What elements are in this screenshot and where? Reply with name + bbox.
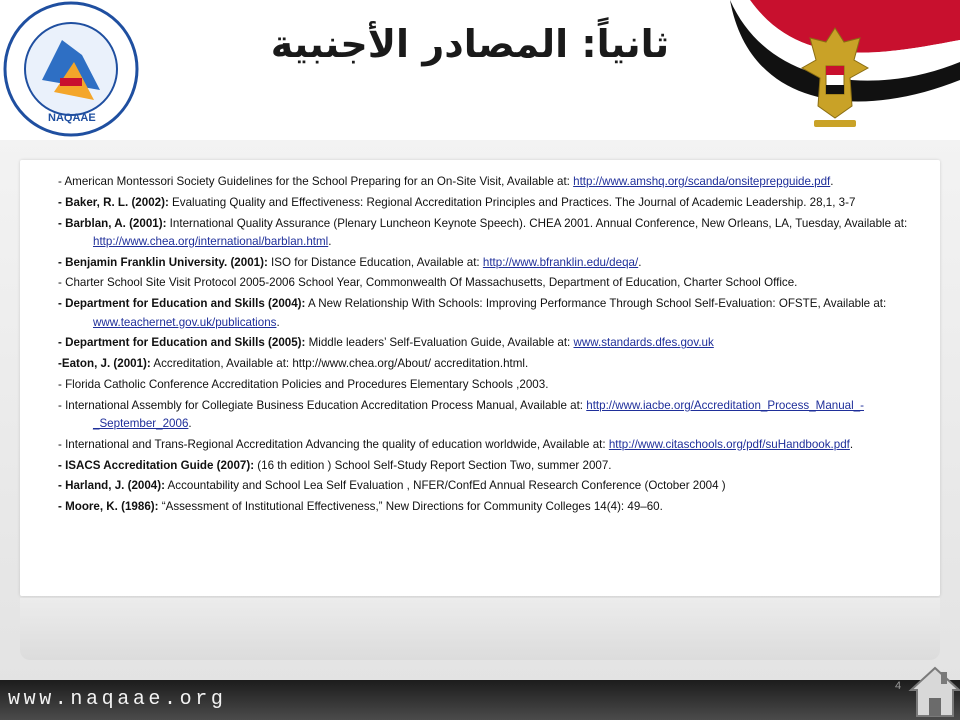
- reference-author: - Moore, K. (1986):: [58, 500, 159, 514]
- reference-text: ISO for Distance Education, Available at:: [267, 255, 480, 269]
- reference-text: Accountability and School Lea Self Evaluation , NFER/ConfEd Annual Research Conference (October 2004 ): [164, 479, 726, 493]
- reference-link[interactable]: www.standards.dfes.gov.uk: [573, 336, 714, 350]
- reference-item: [58, 194, 918, 212]
- reference-author: - Department for Education and Skills (2005):: [58, 336, 306, 350]
- egypt-eagle-icon: [800, 20, 870, 130]
- reference-item: [58, 498, 918, 516]
- naqaae-logo: [2, 0, 140, 138]
- reference-author: - Barblan, A. (2001):: [58, 216, 167, 230]
- reference-text: - International Assembly for Collegiate Business Education Accreditation Process Manual, Available at:: [58, 398, 584, 412]
- reference-suffix: .: [638, 255, 642, 269]
- reference-item: [58, 457, 918, 475]
- reference-link[interactable]: http://www.chea.org/international/barblan.html: [93, 234, 329, 248]
- reference-suffix: .: [328, 234, 332, 248]
- reference-author: -Eaton, J. (2001):: [58, 357, 151, 371]
- reference-text: - International and Trans-Regional Accreditation Advancing the quality of education worldwide, Available at:: [58, 437, 606, 451]
- reference-text: Evaluating Quality and Effectiveness: Regional Accreditation Principles and Practices. The Journal of Academic Leadership. 28,1, 3-7: [168, 195, 856, 209]
- reference-suffix: .: [830, 175, 834, 188]
- reference-item: [58, 355, 918, 373]
- reference-link[interactable]: http://www.iacbe.org/Accreditation_Process_Manual_-_September_2006: [93, 398, 864, 431]
- reference-item: [58, 436, 918, 454]
- reference-item: [58, 295, 918, 332]
- reference-suffix: .: [188, 417, 192, 431]
- reference-text: - Charter School Site Visit Protocol 2005-2006 School Year, Commonwealth Of Massachusetts, Department of Education, Charter School Office.: [58, 276, 798, 290]
- reference-text: - Florida Catholic Conference Accreditation Policies and Procedures Elementary Schools ,2003.: [58, 377, 549, 391]
- reference-link[interactable]: http://www.citaschools.org/pdf/suHandbook.pdf: [608, 437, 850, 451]
- reference-link[interactable]: http://www.bfranklin.edu/deqa/: [482, 255, 639, 269]
- bottom-shelf: [20, 598, 940, 660]
- reference-text: Middle leaders’ Self-Evaluation Guide, Available at:: [305, 336, 571, 350]
- page-number: 4: [895, 680, 902, 692]
- reference-author: - Harland, J. (2004):: [58, 479, 165, 493]
- reference-suffix: .: [276, 315, 280, 329]
- reference-item: [58, 334, 918, 352]
- reference-text: International Quality Assurance (Plenary Luncheon Keynote Speech). CHEA 2001. Annual Conference, New Orleans, LA, Tuesday, Available at:: [166, 216, 908, 230]
- reference-item: [58, 254, 918, 272]
- reference-text: A New Relationship With Schools: Improving Performance Through School Self-Evaluation: OFSTE, Available at:: [305, 297, 887, 311]
- reference-text: (16 th edition ) School Self-Study Report Section Two, summer 2007.: [254, 458, 612, 472]
- reference-author: - Benjamin Franklin University. (2001):: [58, 255, 268, 269]
- reference-author: - ISACS Accreditation Guide (2007):: [58, 458, 255, 472]
- reference-item: [58, 477, 918, 495]
- page-title: ثانياً: المصادر الأجنبية: [270, 22, 670, 66]
- footer-bar: [0, 680, 960, 720]
- reference-suffix: .: [849, 437, 854, 451]
- naqaae-label: NAQAAE: [48, 112, 96, 124]
- reference-item: [58, 173, 918, 191]
- reference-item: [58, 397, 918, 434]
- reference-author: - Baker, R. L. (2002):: [58, 195, 169, 209]
- website-label: www.naqaae.org: [8, 688, 227, 711]
- reference-item: [58, 376, 918, 394]
- reference-item: [58, 215, 918, 252]
- reference-text: “Assessment of Institutional Effectiveness,” New Directions for Community Colleges 14(4): 49–60.: [158, 500, 663, 514]
- reference-link[interactable]: www.teachernet.gov.uk/publications: [93, 315, 277, 329]
- reference-item: [58, 274, 918, 292]
- reference-list: [58, 173, 918, 519]
- reference-text: Accreditation, Available at: http://www.chea.org/About/ accreditation.html.: [150, 357, 529, 371]
- home-icon[interactable]: [905, 660, 960, 718]
- reference-link[interactable]: http://www.amshq.org/scanda/onsiteprepguide.pdf: [573, 175, 831, 188]
- header: [0, 0, 960, 140]
- reference-text: - American Montessori Society Guidelines for the School Preparing for an On-Site Visit, Available at:: [58, 175, 570, 188]
- reference-author: - Department for Education and Skills (2004):: [58, 297, 306, 311]
